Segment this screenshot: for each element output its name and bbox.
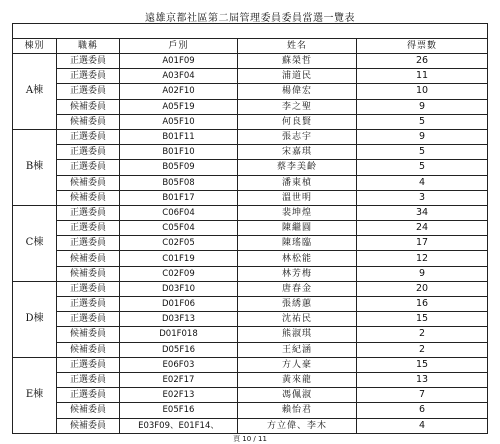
role-cell: 正選委員 (57, 281, 120, 296)
name-cell: 李之聖 (238, 99, 357, 114)
unit-cell: B01F17 (120, 190, 238, 205)
building-cell: E棟 (13, 357, 57, 433)
name-cell: 宋嘉琪 (238, 145, 357, 160)
name-cell: 馮佩淑 (238, 388, 357, 403)
role-cell: 正選委員 (57, 69, 120, 84)
name-cell: 沈祐民 (238, 312, 357, 327)
votes-cell: 5 (357, 114, 488, 129)
name-cell: 張志宇 (238, 129, 357, 144)
votes-cell: 15 (357, 357, 488, 372)
name-cell: 何良賢 (238, 114, 357, 129)
table-row (13, 342, 488, 357)
table-row (13, 114, 488, 129)
table-row (13, 160, 488, 175)
table-row (13, 372, 488, 387)
unit-cell: D03F10 (120, 281, 238, 296)
role-cell: 正選委員 (57, 312, 120, 327)
unit-cell: A05F10 (120, 114, 238, 129)
unit-cell: B01F11 (120, 129, 238, 144)
table-row (13, 99, 488, 114)
role-cell: 正選委員 (57, 388, 120, 403)
results-table-body (13, 24, 488, 434)
unit-cell: C01F19 (120, 251, 238, 266)
header-votes: 得票數 (357, 39, 488, 54)
votes-cell: 3 (357, 190, 488, 205)
table-row (13, 281, 488, 296)
votes-cell: 16 (357, 297, 488, 312)
role-cell: 正選委員 (57, 297, 120, 312)
table-row (13, 388, 488, 403)
column-header-row (13, 39, 488, 54)
unit-cell: B05F09 (120, 160, 238, 175)
role-cell: 正選委員 (57, 205, 120, 220)
name-cell: 方立偉、李木 (238, 418, 357, 433)
votes-cell: 5 (357, 160, 488, 175)
role-cell: 正選委員 (57, 160, 120, 175)
table-row (13, 54, 488, 69)
votes-cell: 10 (357, 84, 488, 99)
unit-cell: A05F19 (120, 99, 238, 114)
votes-cell: 11 (357, 69, 488, 84)
building-cell: C棟 (13, 205, 57, 281)
votes-cell: 7 (357, 388, 488, 403)
votes-cell: 6 (357, 403, 488, 418)
unit-cell: A03F04 (120, 69, 238, 84)
table-row (13, 205, 488, 220)
role-cell: 正選委員 (57, 145, 120, 160)
unit-cell: E05F16 (120, 403, 238, 418)
name-cell: 方人豪 (238, 357, 357, 372)
role-cell: 候補委員 (57, 114, 120, 129)
name-cell: 林松能 (238, 251, 357, 266)
votes-cell: 15 (357, 312, 488, 327)
name-cell: 賴怡君 (238, 403, 357, 418)
page-title: 遠雄京都社區第二屆管理委員委員當選一覽表 (145, 13, 355, 24)
votes-cell: 9 (357, 99, 488, 114)
role-cell: 候補委員 (57, 327, 120, 342)
header-name: 姓名 (238, 39, 357, 54)
votes-cell: 20 (357, 281, 488, 296)
votes-cell: 26 (357, 54, 488, 69)
role-cell: 候補委員 (57, 251, 120, 266)
name-cell: 潘東楨 (238, 175, 357, 190)
name-cell: 裴坤煌 (238, 205, 357, 220)
table-row (13, 84, 488, 99)
name-cell: 楊偉宏 (238, 84, 357, 99)
unit-cell: B05F08 (120, 175, 238, 190)
unit-cell: B01F10 (120, 145, 238, 160)
role-cell: 候補委員 (57, 403, 120, 418)
table-row (13, 69, 488, 84)
table-row (13, 129, 488, 144)
name-cell: 張綉蕙 (238, 297, 357, 312)
role-cell: 候補委員 (57, 342, 120, 357)
header-unit: 戶別 (120, 39, 238, 54)
votes-cell: 2 (357, 342, 488, 357)
role-cell: 正選委員 (57, 357, 120, 372)
building-cell: A棟 (13, 54, 57, 130)
role-cell: 候補委員 (57, 266, 120, 281)
name-cell: 王紀涵 (238, 342, 357, 357)
name-cell: 黃來龍 (238, 372, 357, 387)
name-cell: 林芳梅 (238, 266, 357, 281)
table-row (13, 190, 488, 205)
table-row (13, 297, 488, 312)
header-role: 職稱 (57, 39, 120, 54)
votes-cell: 4 (357, 175, 488, 190)
votes-cell: 4 (357, 418, 488, 433)
table-row (13, 236, 488, 251)
header-building: 棟別 (13, 39, 57, 54)
results-table-container (12, 23, 487, 434)
building-cell: D棟 (13, 281, 57, 357)
unit-cell: C02F05 (120, 236, 238, 251)
votes-cell: 9 (357, 266, 488, 281)
unit-cell: A01F09 (120, 54, 238, 69)
blank-header-row (13, 24, 488, 39)
votes-cell: 5 (357, 145, 488, 160)
votes-cell: 2 (357, 327, 488, 342)
role-cell: 正選委員 (57, 129, 120, 144)
role-cell: 候補委員 (57, 418, 120, 433)
votes-cell: 12 (357, 251, 488, 266)
role-cell: 正選委員 (57, 236, 120, 251)
page-number: 頁 10 / 11 (233, 435, 267, 443)
name-cell: 唐春金 (238, 281, 357, 296)
role-cell: 候補委員 (57, 99, 120, 114)
votes-cell: 9 (357, 129, 488, 144)
table-row (13, 175, 488, 190)
blank-cell (13, 24, 488, 39)
table-row (13, 266, 488, 281)
role-cell: 候補委員 (57, 175, 120, 190)
role-cell: 正選委員 (57, 54, 120, 69)
unit-cell: C02F09 (120, 266, 238, 281)
unit-cell: E03F09、E01F14、 (120, 418, 238, 433)
name-cell: 蔡李美齡 (238, 160, 357, 175)
unit-cell: D05F16 (120, 342, 238, 357)
unit-cell: E02F13 (120, 388, 238, 403)
name-cell: 溫世明 (238, 190, 357, 205)
name-cell: 浦道民 (238, 69, 357, 84)
unit-cell: E02F17 (120, 372, 238, 387)
table-row (13, 357, 488, 372)
table-row (13, 327, 488, 342)
name-cell: 陳繼圓 (238, 221, 357, 236)
votes-cell: 17 (357, 236, 488, 251)
name-cell: 陳瑤臨 (238, 236, 357, 251)
role-cell: 正選委員 (57, 221, 120, 236)
building-cell: B棟 (13, 129, 57, 205)
unit-cell: D01F018 (120, 327, 238, 342)
results-table (12, 23, 488, 434)
votes-cell: 13 (357, 372, 488, 387)
unit-cell: D03F13 (120, 312, 238, 327)
table-row (13, 418, 488, 433)
unit-cell: C06F04 (120, 205, 238, 220)
table-row (13, 251, 488, 266)
unit-cell: C05F04 (120, 221, 238, 236)
name-cell: 熊淑琪 (238, 327, 357, 342)
name-cell: 蘇榮哲 (238, 54, 357, 69)
votes-cell: 24 (357, 221, 488, 236)
unit-cell: E06F03 (120, 357, 238, 372)
table-row (13, 221, 488, 236)
unit-cell: A02F10 (120, 84, 238, 99)
unit-cell: D01F06 (120, 297, 238, 312)
votes-cell: 34 (357, 205, 488, 220)
role-cell: 候補委員 (57, 190, 120, 205)
role-cell: 正選委員 (57, 372, 120, 387)
table-row (13, 145, 488, 160)
table-row (13, 312, 488, 327)
table-row (13, 403, 488, 418)
role-cell: 正選委員 (57, 84, 120, 99)
